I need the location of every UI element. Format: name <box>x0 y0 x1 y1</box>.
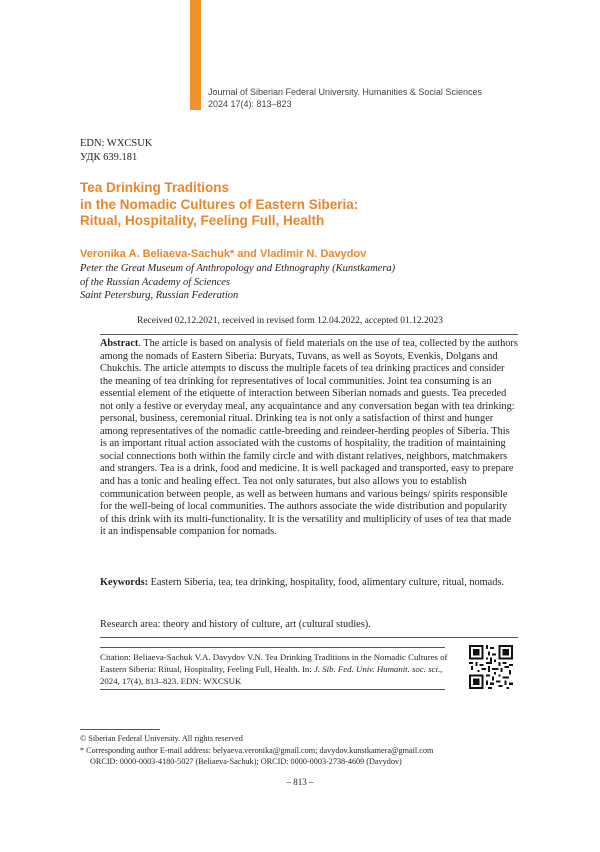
abstract-text: . The article is based on analysis of field materials on the use of tea, collected by the authors among the nomads of Eastern Siberia: Buryats, Tuvans, as well as Soyots, Evenkis, Dolgans and Chukchis. The article attempts to discuss the multiple facets of tea drinking practices and consider the meaning of tea drinking for representatives of local communities. Joint tea consuming is an essential element of the etiquette of interaction between Siberian nomads and guests. Tea preceded not only a festive or everyday meal, any acquaintance and any conversation began with tea drinking: personal, business, ceremonial ritual. Drinking tea is not only a satisfaction of thirst and hunger among representatives of the nomadic cattle-breeding and reindeer-herding peoples of Siberia. This is an important ritual action associated with the customs of hospitality, the tradition of maintaining social connections both within the family circle and with distant relatives, neighbors, matchmakers and strangers. Tea is a drink, food and medicine. It is well packaged and transported, easy to prepare and has a tonic and healing effect. Tea not only saturates, but also allows you to establish communication between people, as well as between humans and various beings/ spirits responsible for the well-being of local communities. The authors associate the wide distribution and popularity of this drink with its multi-functionality. It is the versatility and multiplicity of uses of tea that made it an indispensable companion for nomads. <box>100 338 518 538</box>
affiliation <box>80 262 395 303</box>
divider <box>100 334 518 335</box>
article-title <box>80 180 500 230</box>
title-line-1: Tea Drinking Traditions <box>80 180 230 195</box>
divider <box>100 647 445 648</box>
affiliation-line-2: of the Russian Academy of Sciences <box>80 276 230 288</box>
divider <box>100 689 445 690</box>
title-line-2: in the Nomadic Cultures of Eastern Siberia: <box>80 196 359 212</box>
received-dates: Received 02.12.2021, received in revised form 12.04.2022, accepted 01.12.2023 <box>136 316 444 326</box>
abstract-label: Abstract <box>100 338 139 349</box>
divider <box>100 637 518 638</box>
affiliation-line-1: Peter the Great Museum of Anthropology and Ethnography (Kunstkamera) <box>80 263 396 274</box>
author-list: Veronika A. Beliaeva-Sachuk* and Vladimir N. Davydov <box>80 248 367 260</box>
page-number: – 813 – <box>286 777 314 787</box>
corresponding-author: * Corresponding author E-mail address: belyaeva.veronika@gmail.com; davydov.kunstkamera@gmail.com <box>80 745 434 755</box>
journal-issue: 2024 17(4): 813–823 <box>208 99 292 109</box>
abstract <box>100 338 518 539</box>
identifiers <box>80 137 152 165</box>
affiliation-line-3: Saint Petersburg, Russian Federation <box>80 290 239 301</box>
copyright-notice: © Siberian Federal University. All rights reserved <box>80 734 243 743</box>
qr-code-icon <box>469 645 513 689</box>
title-line-3: Ritual, Hospitality, Feeling Full, Health <box>80 213 325 228</box>
keywords-label: Keywords: <box>100 577 149 588</box>
citation-details: ., 2024, 17(4), 813–823. EDN: WXCSUK <box>100 664 443 686</box>
keywords-text: Eastern Siberia, tea, tea drinking, hospitality, food, alimentary culture, ritual, nomads. <box>148 577 504 588</box>
orcid-line: ORCID: 0000-0003-4180-5027 (Beliaeva-Sachuk); ORCID: 0000-0003-2738-4609 (Davydov) <box>90 757 402 766</box>
citation-journal: J. Sib. Fed. Univ. Humanit. soc. sci <box>313 664 438 674</box>
keywords <box>100 577 518 590</box>
citation <box>100 651 455 687</box>
header-accent-bar <box>190 0 201 110</box>
edn-code: EDN: WXCSUK <box>80 138 153 149</box>
research-area: Research area: theory and history of culture, art (cultural studies). <box>100 619 371 630</box>
journal-header <box>208 86 482 110</box>
footnote-divider <box>80 729 160 730</box>
citation-text: Citation: Beliaeva-Sachuk V.A. Davydov V.N. Tea Drinking Traditions in the Nomadic Cultures of Eastern Siberia: Ritual, Hospitality, Feeling Full, Health. In: <box>100 652 448 674</box>
udk-code: УДК 639.181 <box>80 152 138 163</box>
footnotes <box>80 733 520 768</box>
journal-name: Journal of Siberian Federal University. Humanities & Social Sciences <box>208 87 482 97</box>
